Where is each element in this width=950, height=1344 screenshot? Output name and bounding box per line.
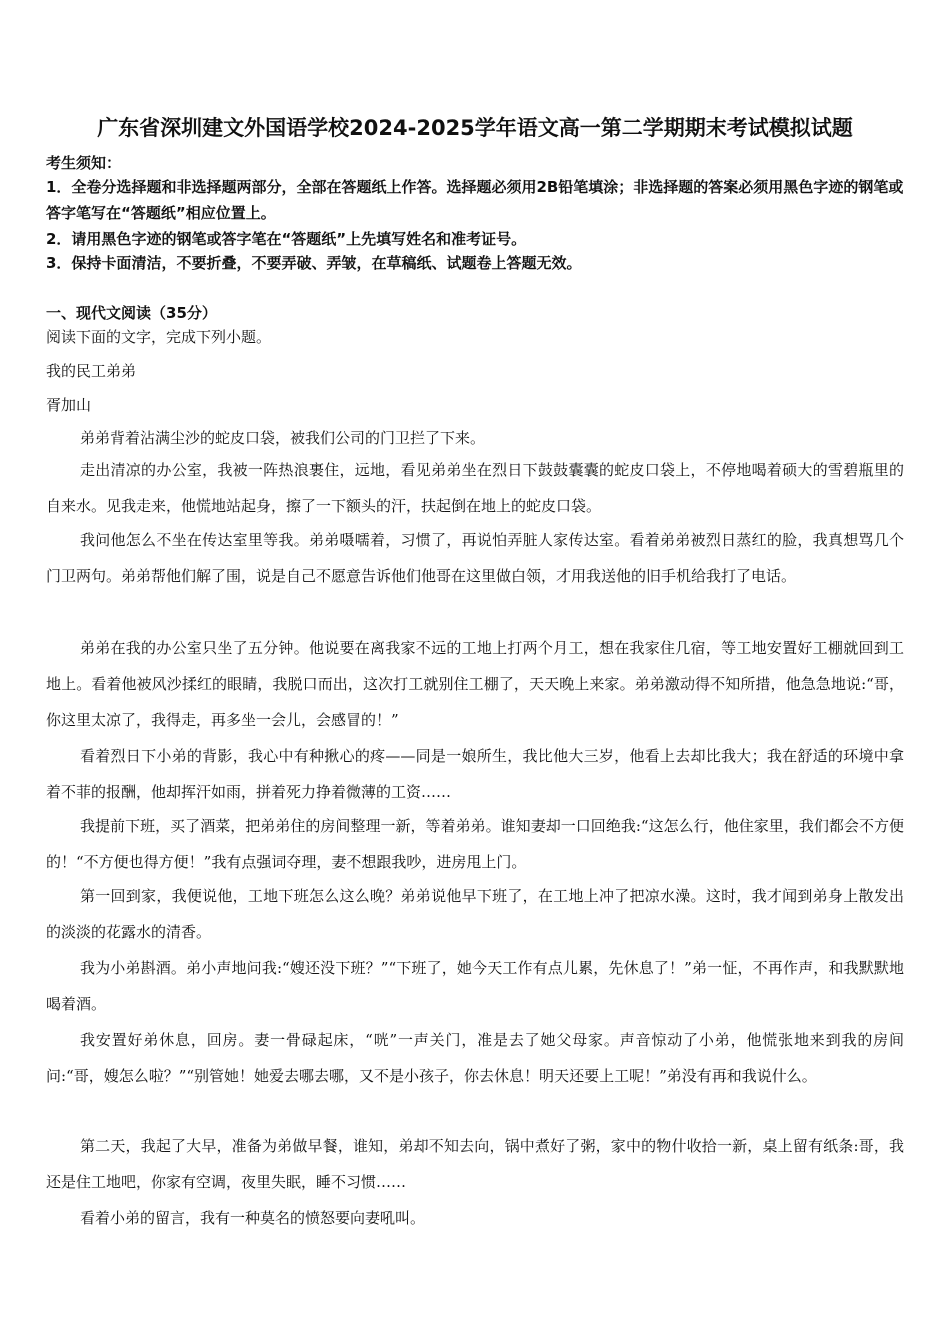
paragraph-7: 第一回到家，我便说他，工地下班怎么这么晚？弟弟说他早下班了，在工地上冲了把凉水澡。这时，我才闻到弟身上散发出的淡淡的花露水的清香。 [46, 887, 904, 941]
paragraph-6: 我提前下班，买了酒菜，把弟弟住的房间整理一新，等着弟弟。谁知妻却一口回绝我:“这怎么行，他住家里，我们都会不方便的！“不方便也得方便！”我有点强词夺理，妻不想跟我吵，进房甩上门。 [46, 817, 904, 871]
notice-item-1: 1．全卷分选择题和非选择题两部分，全部在答题纸上作答。选择题必须用2B铅笔填涂；非选择题的答案必须用黑色字迹的钢笔或答字笔写在“答题纸”相应位置上。 [46, 178, 904, 222]
paragraph-3: 我问他怎么不坐在传达室里等我。弟弟嗫嚅着，习惯了，再说怕弄脏人家传达室。看着弟弟被烈日蒸红的脸，我真想骂几个门卫两句。弟弟帮他们解了围，说是自己不愿意告诉他们他哥在这里做白领，才用我送他的旧手机给我打了电话。 [46, 531, 904, 585]
article-title: 我的民工弟弟 [46, 362, 137, 380]
paragraph-9: 我安置好弟休息，回房。妻一骨碌起床，“咣”一声关门，准是去了她父母家。声音惊动了小弟，他慌张地来到我的房间问:“哥，嫂怎么啦？”“别管她！她爱去哪去哪，又不是小孩子，你去休息！明天还要上工呢！”弟没有再和我说什么。 [46, 1031, 904, 1085]
notice-item-2: 2．请用黑色字迹的钢笔或答字笔在“答题纸”上先填写姓名和准考证号。 [46, 230, 527, 248]
paragraph-2: 走出清凉的办公室，我被一阵热浪裹住，远地，看见弟弟坐在烈日下鼓鼓囊囊的蛇皮口袋上，不停地喝着硕大的雪碧瓶里的自来水。见我走来，他慌地站起身，擦了一下额头的汗，扶起倒在地上的蛇皮口袋。 [46, 461, 904, 515]
paragraph-11: 看着小弟的留言，我有一种莫名的愤怒要向妻吼叫。 [80, 1209, 426, 1227]
paragraph-8: 我为小弟斟酒。弟小声地问我:“嫂还没下班？”“下班了，她今天工作有点儿累，先休息了！”弟一怔，不再作声，和我默默地喝着酒。 [46, 959, 904, 1013]
paragraph-5: 看着烈日下小弟的背影，我心中有种揪心的疼——同是一娘所生，我比他大三岁，他看上去却比我大；我在舒适的环境中拿着不菲的报酬，他却挥汗如雨，拼着死力挣着微薄的工资…… [46, 747, 904, 801]
paragraph-1: 弟弟背着沾满尘沙的蛇皮口袋，被我们公司的门卫拦了下来。 [80, 429, 486, 447]
reading-instruction: 阅读下面的文字，完成下列小题。 [46, 328, 272, 346]
section-title: 一、现代文阅读（35分） [46, 304, 217, 322]
paragraph-4: 弟弟在我的办公室只坐了五分钟。他说要在离我家不远的工地上打两个月工，想在我家住几宿，等工地安置好工棚就回到工地上。看着他被风沙揉红的眼睛，我脱口而出，这次打工就别住工棚了，天天晚上来家。弟弟激动得不知所措，他急急地说:“哥，你这里太凉了，我得走，再多坐一会儿，会感冒的！” [46, 639, 904, 729]
article-author: 胥加山 [46, 396, 92, 414]
notice-heading: 考生须知： [46, 154, 122, 172]
paragraph-10: 第二天，我起了大早，准备为弟做早餐，谁知，弟却不知去向，锅中煮好了粥，家中的物什收拾一新，桌上留有纸条:哥，我还是住工地吧，你家有空调，夜里失眠，睡不习惯…… [46, 1137, 904, 1191]
notice-item-3: 3．保持卡面清洁，不要折叠，不要弄破、弄皱，在草稿纸、试题卷上答题无效。 [46, 254, 582, 272]
document-title: 广东省深圳建文外国语学校2024-2025学年语文高一第二学期期末考试模拟试题 [97, 116, 853, 140]
